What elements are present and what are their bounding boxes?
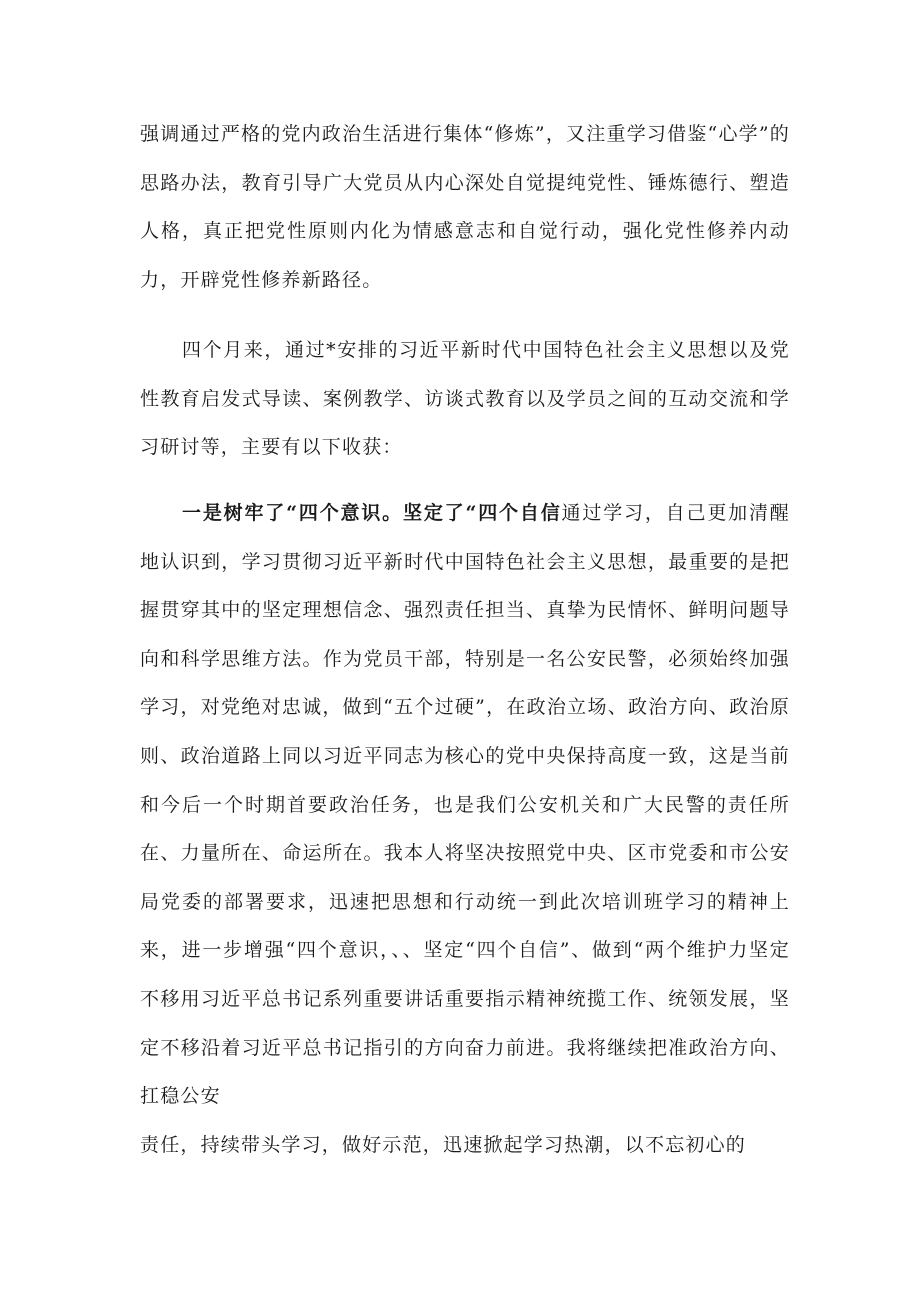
paragraph-4: 责任，持续带头学习，做好示范，迅速掀起学习热潮，以不忘初心的 — [140, 1134, 747, 1156]
paragraph-3-bold-lead: 一是树牢了“四个意识。坚定了“四个自信 — [182, 502, 562, 524]
paragraph-3-body: 通过学习，自己更加清醒地认识到，学习贯彻习近平新时代中国特色社会主义思想，最重要的是把握贯穿其中的坚定理想信念、强烈责任担当、真挚为民情怀、鲜明问题导向和科学思维方法。作为党员干部，特别是一名公安民警，必须始终加强学习，对党绝对忠诚，做到“五个过硬”，在政治立场、政治方向、政治原则、政治道路上同以习近平同志为核心的党中央保持高度一致，这是当前和今后一个时期首要政治任务，也是我们公安机关和广大民警的责任所在、力量所在、命运所在。我本人将坚决按照党中央、区市党委和市公安局党委的部署要求，迅速把思想和行动统一到此次培训班学习的精神上来，进一步增强“四个意识，、、坚定“四个自信”、做到“两个维护力坚定不移用习近平总书记系列重要讲话重要指示精神统揽工作、统领发展，坚定不移沿着习近平总书记指引的方向奋力前进。我将继续把准政治方向、扛稳公安 — [140, 502, 790, 1108]
paragraph-3 — [140, 489, 790, 1121]
paragraph-1: 强调通过严格的党内政治生活进行集体“修炼”，又注重学习借鉴“心学”的思路办法，教育引导广大党员从内心深处自觉提纯党性、锤炼德行、塑造人格，真正把党性原则内化为情感意志和自觉行动，强化党性修养内动力，开辟党性修养新路径。 — [140, 123, 790, 291]
paragraph-2: 四个月来，通过*安排的习近平新时代中国特色社会主义思想以及党性教育启发式导读、案例教学、访谈式教育以及学员之间的互动交流和学习研讨等，主要有以下收获： — [140, 339, 790, 459]
